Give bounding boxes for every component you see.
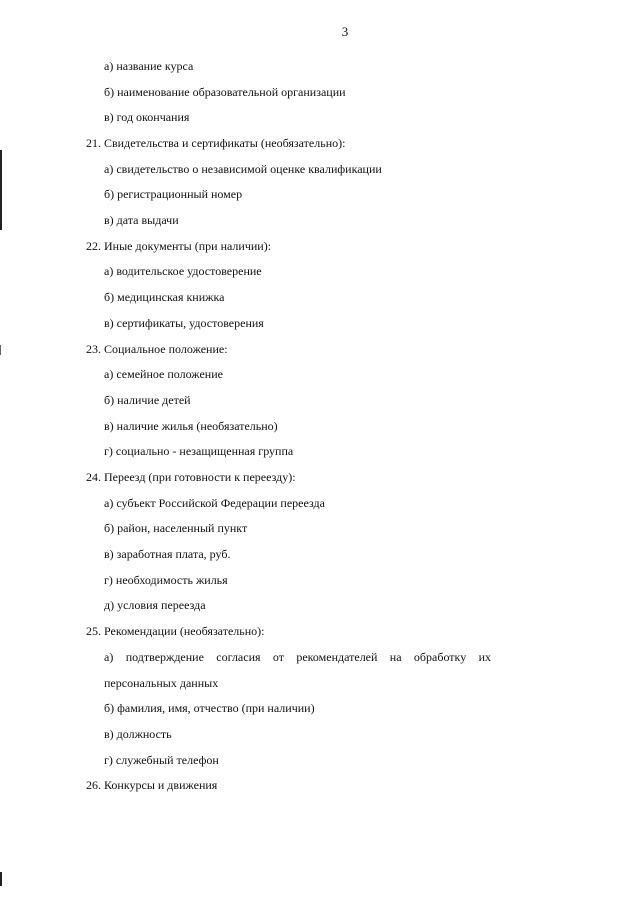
list-item: а) водительское удостоверение	[104, 264, 262, 278]
scan-edge-mark	[0, 150, 2, 230]
list-item: г) необходимость жилья	[104, 573, 228, 587]
list-item-continuation: персональных данных	[104, 676, 219, 690]
list-item: б) наименование образовательной организации	[104, 85, 346, 99]
list-item: б) фамилия, имя, отчество (при наличии)	[104, 701, 315, 715]
list-item: б) медицинская книжка	[104, 290, 225, 304]
section-heading: 24. Переезд (при готовности к переезду):	[86, 470, 296, 484]
scan-edge-mark	[0, 872, 2, 886]
list-item: б) район, населенный пункт	[104, 521, 248, 535]
list-item-text: а) подтверждение согласия от рекомендателей на обработку их	[104, 650, 491, 664]
list-item: а) субъект Российской Федерации переезда	[104, 496, 325, 510]
list-item: б) регистрационный номер	[104, 187, 243, 201]
list-item: а) семейное положение	[104, 367, 223, 381]
page-number: 3	[341, 24, 349, 39]
section-heading: 26. Конкурсы и движения	[86, 778, 218, 792]
list-item: г) служебный телефон	[104, 753, 219, 767]
list-item: а) свидетельство о независимой оценке квалификации	[104, 162, 382, 176]
list-item: в) сертификаты, удостоверения	[104, 316, 264, 330]
section-heading: 21. Свидетельства и сертификаты (необязательно):	[86, 136, 346, 150]
list-item: а) название курса	[104, 59, 194, 73]
section-heading: 25. Рекомендации (необязательно):	[86, 624, 265, 638]
list-item: в) дата выдачи	[104, 213, 179, 227]
scan-edge-mark	[0, 345, 1, 355]
section-heading: 23. Социальное положение:	[86, 342, 228, 356]
list-item: д) условия переезда	[104, 598, 206, 612]
list-item	[104, 649, 491, 665]
list-item: в) должность	[104, 727, 172, 741]
section-heading: 22. Иные документы (при наличии):	[86, 239, 272, 253]
list-item: в) заработная плата, руб.	[104, 547, 231, 561]
list-item: г) социально - незащищенная группа	[104, 444, 294, 458]
list-item: б) наличие детей	[104, 393, 191, 407]
list-item: в) наличие жилья (необязательно)	[104, 419, 278, 433]
list-item: в) год окончания	[104, 110, 190, 124]
